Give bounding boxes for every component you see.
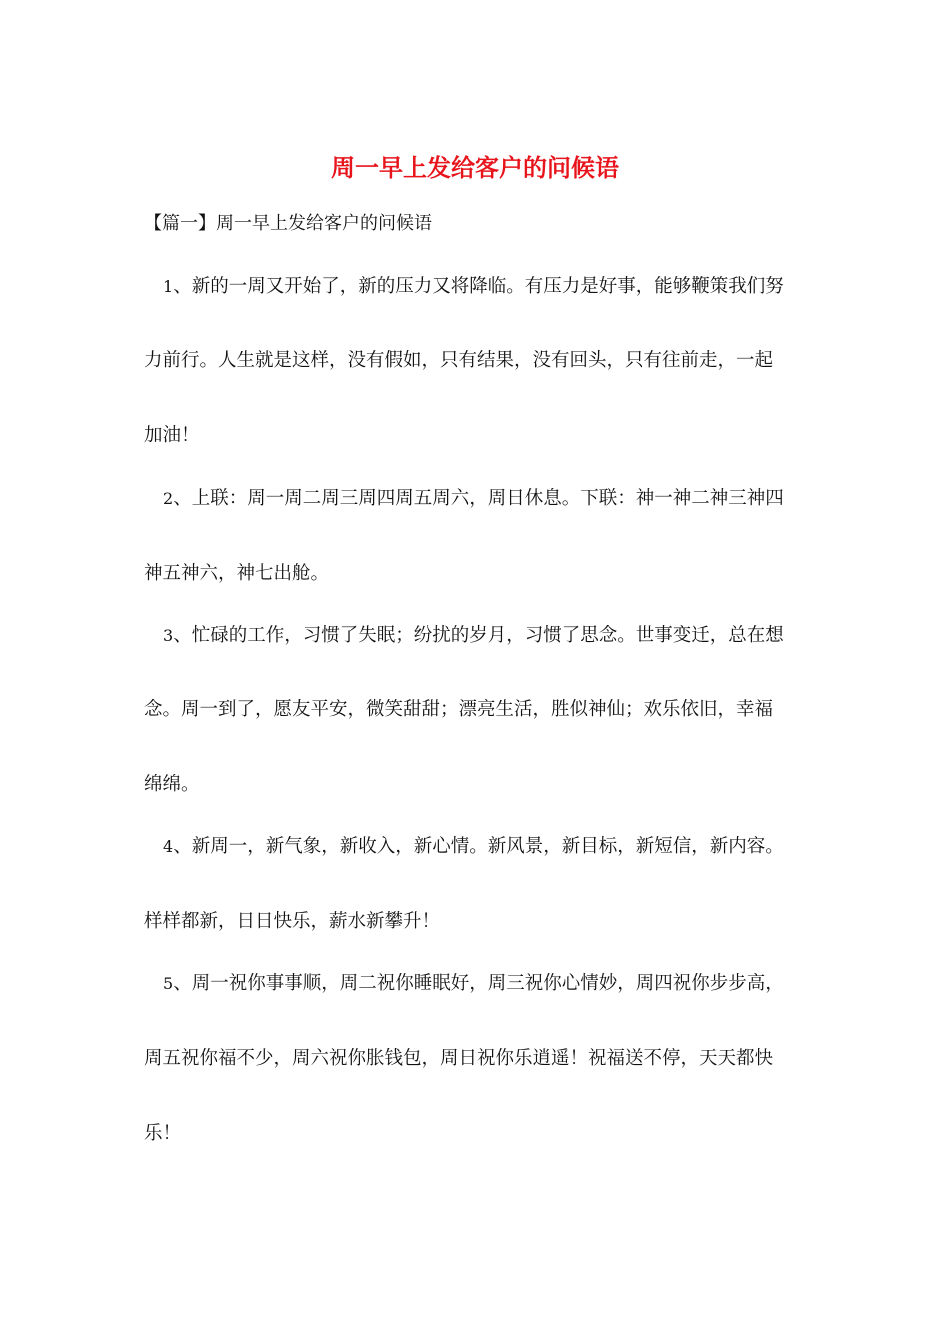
item-3-line-3: 绵绵。 — [144, 774, 200, 795]
item-5-line-3: 乐！ — [144, 1123, 182, 1144]
item-3-line-2: 念。周一到了，愿友平安，微笑甜甜；漂亮生活，胜似神仙；欢乐依旧，幸福 — [144, 699, 774, 720]
item-4-line-1 — [163, 832, 784, 862]
item-2-line-2: 神五神六，神七出舱。 — [144, 563, 330, 584]
item-4-number: 4 — [163, 837, 174, 856]
item-5-line-1 — [163, 969, 784, 999]
item-3-line-1 — [163, 621, 784, 651]
item-2-number: 2 — [163, 489, 174, 508]
item-5-number: 5 — [163, 974, 174, 993]
item-1-number: 1 — [163, 277, 174, 296]
item-4-line-2: 样样都新，日日快乐，薪水新攀升！ — [144, 911, 441, 932]
item-1-line-1 — [163, 272, 784, 302]
item-5-line-2: 周五祝你福不少，周六祝你胀钱包，周日祝你乐逍遥！祝福送不停，天天都快 — [144, 1048, 774, 1069]
item-2-line-1 — [163, 484, 784, 514]
item-5-text-1: 、周一祝你事事顺，周二祝你睡眠好，周三祝你心情妙，周四祝你步步高， — [173, 973, 784, 994]
item-2-text-1: 、上联：周一周二周三周四周五周六，周日休息。下联：神一神二神三神四 — [173, 488, 784, 509]
item-4-text-1: 、新周一，新气象，新收入，新心情。新风景，新目标，新短信，新内容。 — [173, 836, 784, 857]
item-3-text-1: 、忙碌的工作，习惯了失眠；纷扰的岁月，习惯了思念。世事变迁，总在想 — [173, 625, 784, 646]
section-heading: 【篇一】周一早上发给客户的问候语 — [144, 213, 432, 234]
item-1-text-1: 、新的一周又开始了，新的压力又将降临。有压力是好事，能够鞭策我们努 — [173, 276, 784, 297]
item-1-line-2: 力前行。人生就是这样，没有假如，只有结果，没有回头，只有往前走，一起 — [144, 350, 774, 371]
item-3-number: 3 — [163, 626, 174, 645]
item-1-line-3: 加油！ — [144, 425, 200, 446]
document-title: 周一早上发给客户的问候语 — [331, 153, 619, 182]
